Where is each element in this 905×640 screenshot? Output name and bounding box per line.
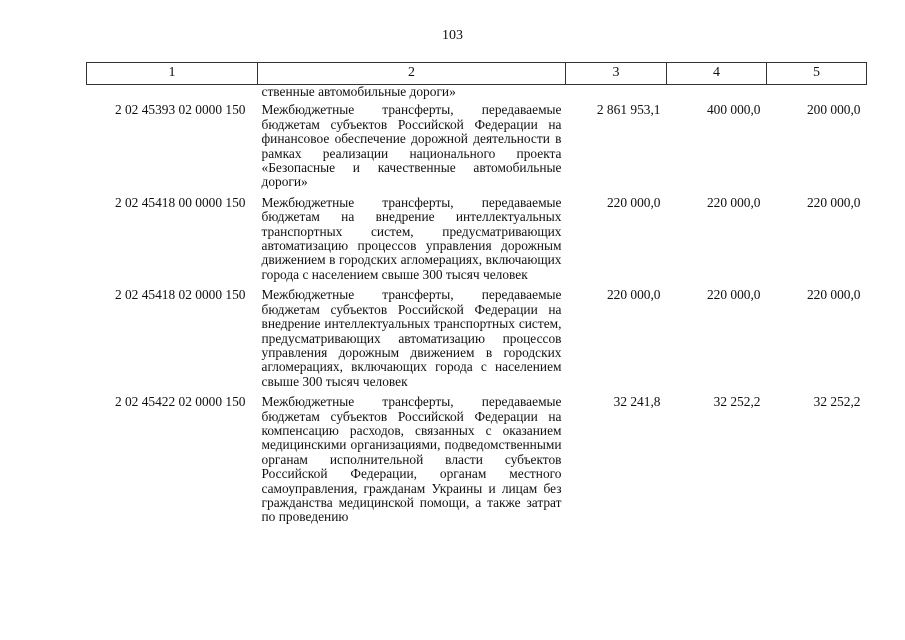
table-row [87,103,867,195]
column-header-code: 1 [87,63,258,85]
column-header-year-1: 3 [566,63,667,85]
value-col-3: 220 000,0 [606,194,661,210]
page-number: 103 [442,28,463,43]
budget-code: 2 02 45418 00 0000 150 [114,194,246,210]
column-header-year-3: 5 [767,63,867,85]
row-description: ственные автомобильные дороги» [261,84,456,99]
budget-revenue-table [86,62,867,531]
value-col-4: 220 000,0 [706,194,761,210]
column-header-description: 2 [258,63,566,85]
value-col-5: 220 000,0 [806,287,861,303]
row-description: Межбюджетные трансферты, передаваемые бюджетам на внедрение интеллектуальных транспортных систем, предусматривающих автоматизацию процессов управления дорожным движением в городских агломерациях, включающих города с населением свыше 300 тысяч человек [261,194,562,282]
table-row [87,196,867,288]
value-col-3 [566,85,667,104]
table-header-row [87,63,867,85]
value-col-5: 200 000,0 [806,102,861,118]
value-col-4: 32 252,2 [713,394,761,410]
budget-code: 2 02 45422 02 0000 150 [114,394,246,410]
value-col-4: 220 000,0 [706,287,761,303]
row-description: Межбюджетные трансферты, передаваемые бюджетам субъектов Российской Федерации на внедрение интеллектуальных транспортных систем, предусматривающих автоматизацию процессов управления дорожным движением в городских агломерациях, включающих города с населением свыше 300 тысяч человек [261,287,562,389]
table-row [87,85,867,104]
budget-code: 2 02 45393 02 0000 150 [114,102,246,118]
table-row [87,288,867,395]
column-header-year-2: 4 [667,63,767,85]
row-description: Межбюджетные трансферты, передаваемые бюджетам субъектов Российской Федерации на финансовое обеспечение дорожной деятельности в рамках реализации национального проекта «Безопасные и качественные автомобильные дороги» [261,102,562,190]
value-col-3: 32 241,8 [613,394,661,410]
value-col-5: 32 252,2 [813,394,861,410]
budget-code: 2 02 45418 02 0000 150 [114,287,246,303]
row-description: Межбюджетные трансферты, передаваемые бюджетам субъектов Российской Федерации на компенсацию расходов, связанных с оказанием медицинскими организациями, подведомственными органам исполнительной власти субъектов Российской Федерации, органам местного самоуправления, гражданам Украины и лицам без гражданства медицинской помощи, а также затрат по проведению [261,394,562,525]
value-col-4 [667,85,767,104]
value-col-5: 220 000,0 [806,194,861,210]
value-col-3: 220 000,0 [606,287,661,303]
value-col-5 [767,85,867,104]
value-col-3: 2 861 953,1 [596,102,661,118]
table-row [87,395,867,531]
value-col-4: 400 000,0 [706,102,761,118]
budget-code [87,85,258,104]
